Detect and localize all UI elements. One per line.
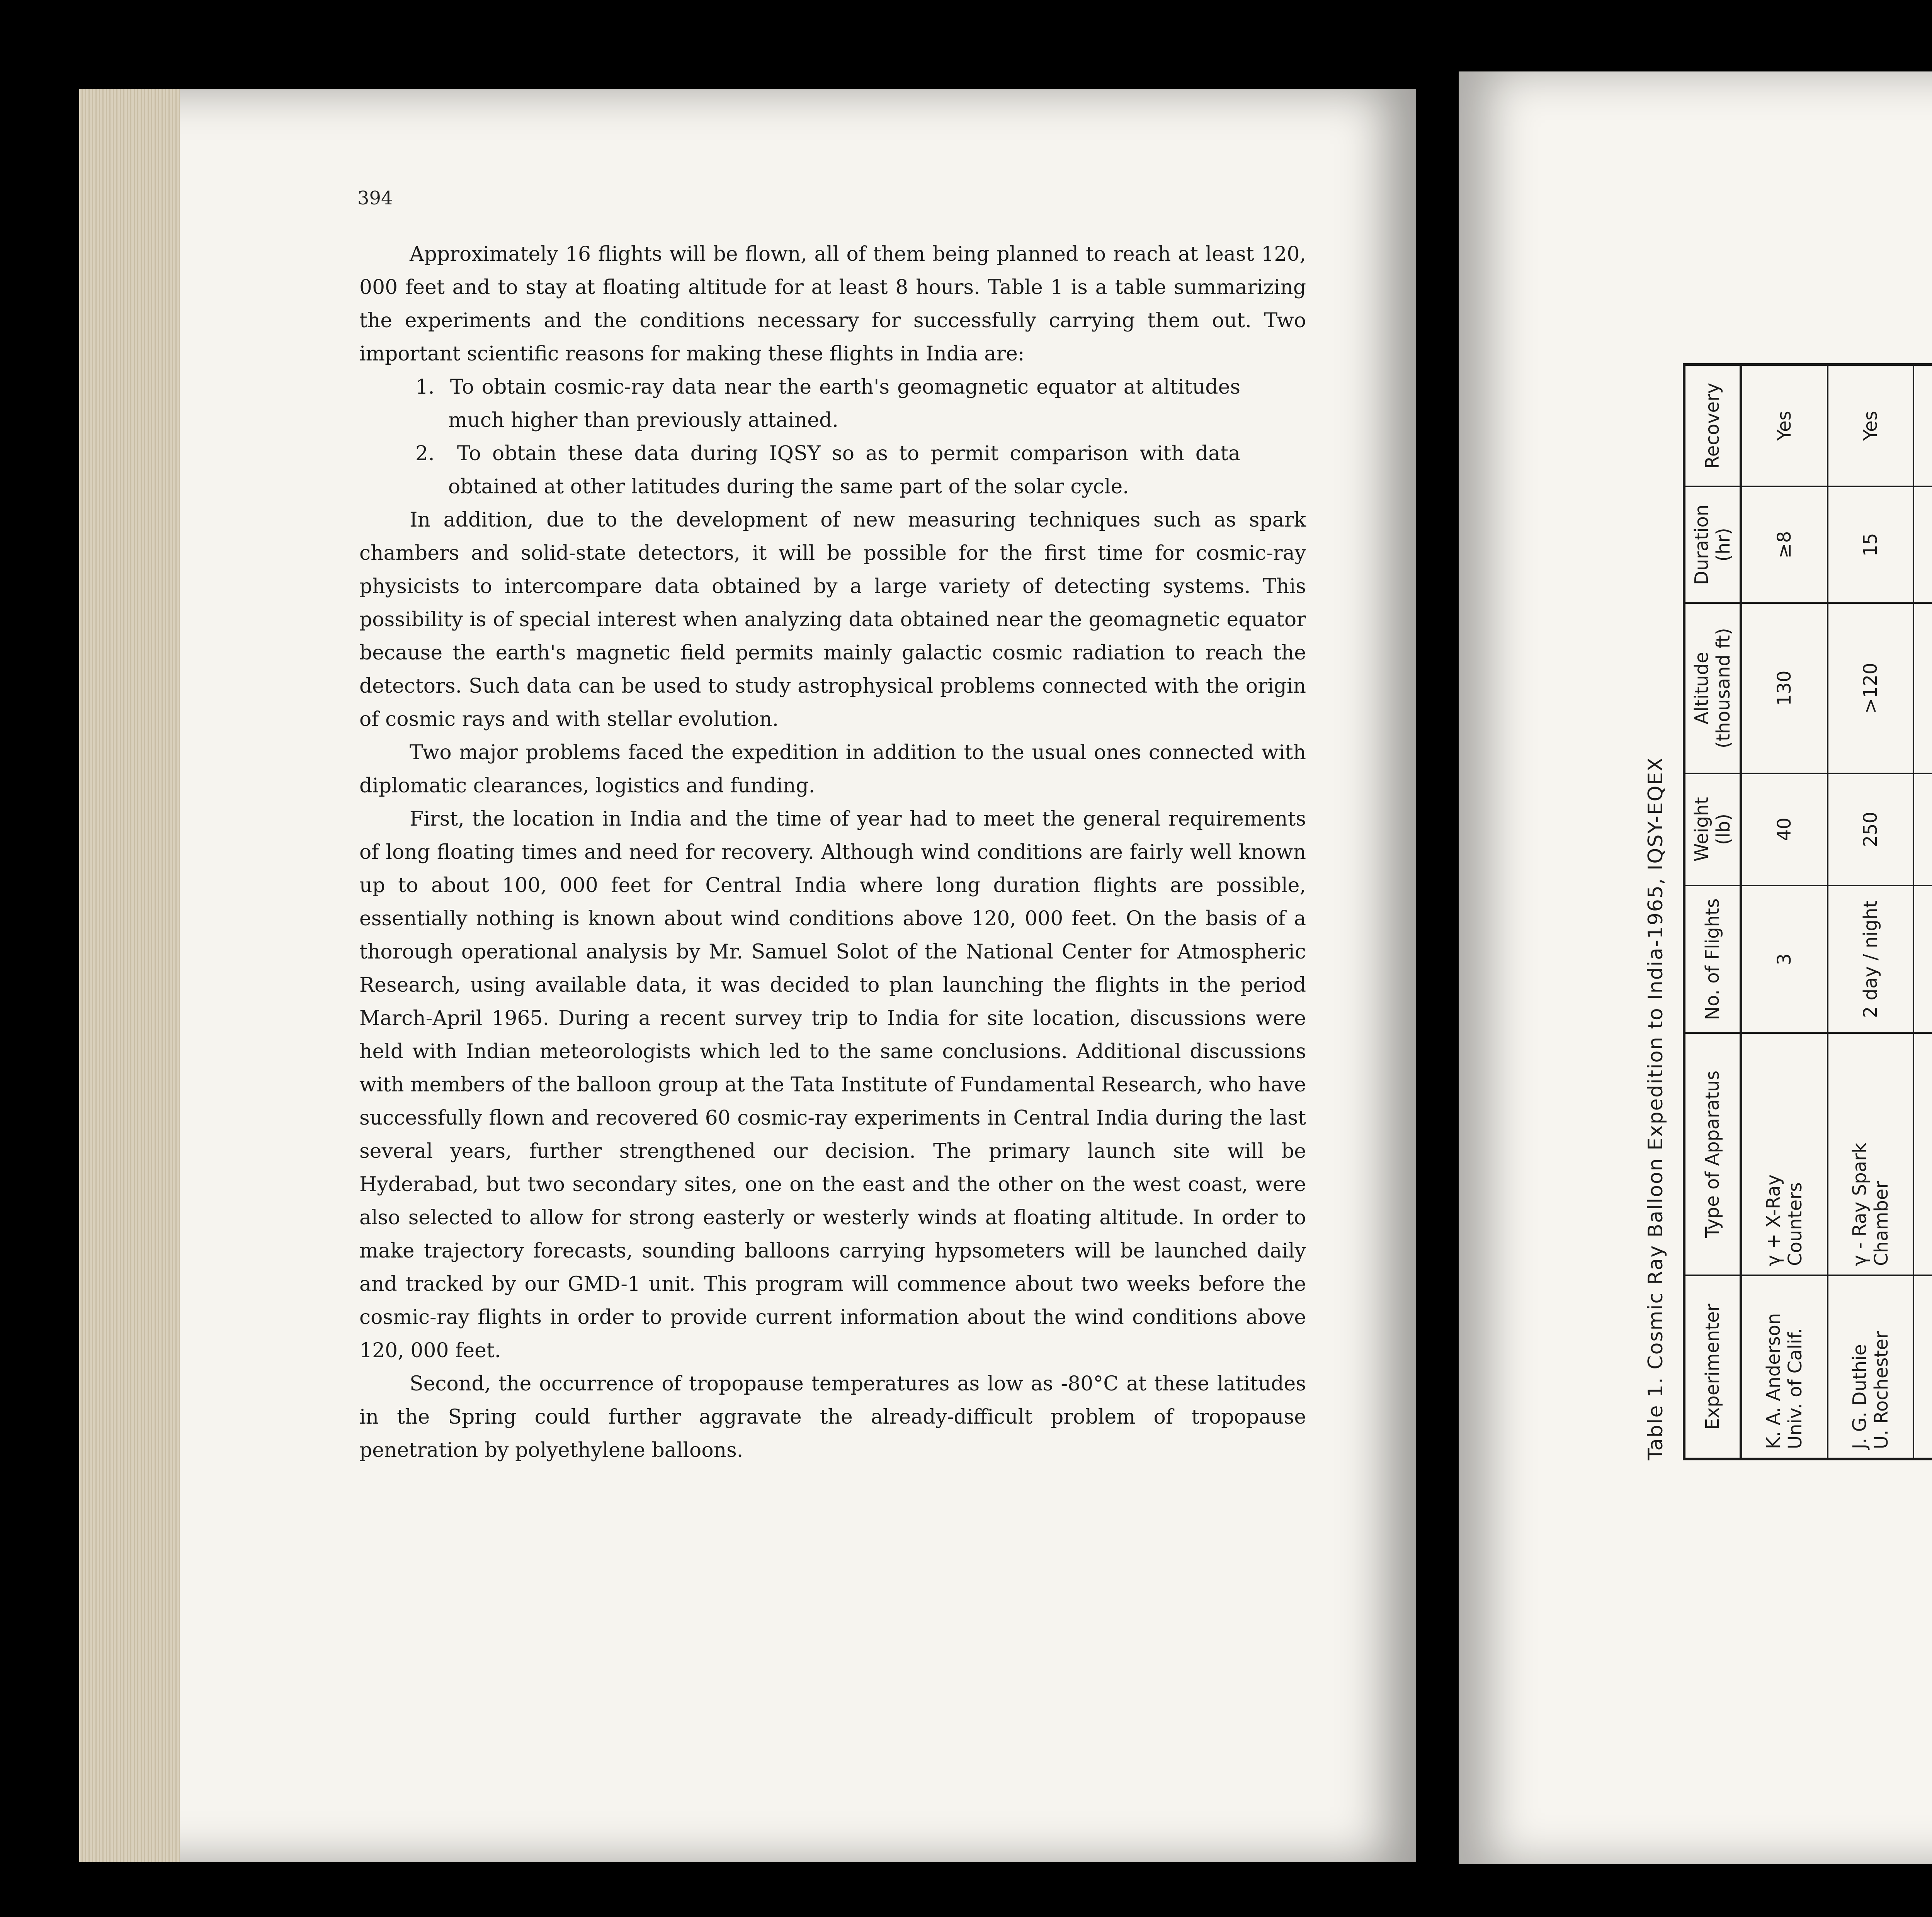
table-caption: Table 1. Cosmic Ray Balloon Expedition to India-1965, IQSY-EQEX (1644, 757, 1667, 1460)
experimenter-cell (1828, 1275, 1913, 1459)
altitude-cell (1741, 603, 1828, 773)
weight-cell-line: 40 (1774, 817, 1796, 841)
list-item (359, 437, 1240, 503)
apparatus-cell-line: Counters (1784, 1182, 1806, 1266)
experimenter-cell-line: K. A. Anderson (1763, 1313, 1785, 1449)
weight-cell (1741, 773, 1828, 885)
recovery-cell (1913, 365, 1932, 487)
recovery-cell (1741, 365, 1828, 487)
paragraph: Second, the occurrence of tropopause temperatures as low as -80°C at these latitudes in the Spring could further aggravate the already-difficult problem of tropopause penetration by polyethylene balloons. (359, 1372, 1306, 1462)
page-number-left: 394 (357, 187, 393, 209)
column-header: Altitude (thousand ft) (1684, 603, 1741, 773)
list-number: 2. (415, 442, 435, 465)
table-row (1741, 365, 1828, 1459)
table-row (1913, 365, 1932, 1459)
flights-cell (1913, 885, 1932, 1033)
paragraph: Two major problems faced the expedition in addition to the usual ones connected with diplomatic clearances, logistics and funding. (359, 741, 1306, 797)
paragraph: Approximately 16 flights will be flown, all of them being planned to reach at least 120, 000 feet and to stay at floating altitude for at least 8 hours. Table 1 is a table summarizing the experiments and the conditions necessary for successfully carrying them out. Two important scientific reasons for making these flights in India are: (359, 243, 1306, 365)
duration-cell-line: 15 (1859, 533, 1881, 557)
left-page-edges (79, 89, 180, 1862)
table-body (1741, 365, 1932, 1459)
table-header-row (1684, 365, 1741, 1459)
duration-cell (1741, 486, 1828, 603)
experimenter-cell-line: Univ. of Calif. (1784, 1328, 1806, 1449)
duration-cell (1913, 486, 1932, 603)
apparatus-cell (1828, 1033, 1913, 1275)
flights-cell (1741, 885, 1828, 1033)
column-header: Duration (hr) (1684, 486, 1741, 603)
apparatus-cell-line: Chamber (1870, 1181, 1892, 1266)
altitude-cell (1913, 603, 1932, 773)
table-row (1828, 365, 1913, 1459)
altitude-cell-line: >120 (1859, 663, 1881, 714)
weight-cell (1913, 773, 1932, 885)
list-number: 1. (415, 376, 435, 399)
experiments-table (1683, 363, 1932, 1460)
recovery-cell-line: Yes (1859, 411, 1881, 441)
apparatus-cell (1741, 1033, 1828, 1275)
list-item (359, 370, 1240, 437)
apparatus-cell-line: γ + X-Ray (1763, 1174, 1785, 1266)
altitude-cell (1828, 603, 1913, 773)
column-header: No. of Flights (1684, 885, 1741, 1033)
experimenter-cell-line: U. Rochester (1870, 1331, 1892, 1449)
paragraph: First, the location in India and the time of year had to meet the general requirements of long floating times and need for recovery. Although wind conditions are fairly well known up to about 100, 000 feet for Central India where long duration flights are possible, essentially nothing is known about wind conditions above 120, 000 feet. On the basis of a thorough operational analysis by Mr. Samuel Solot of the National Center for Atmospheric Research, using available data, it was decided to plan launching the flights in the period March-April 1965. During a recent survey trip to India for site location, discussions were held with Indian meteorologists which led to the same conclusions. Additional discussions with members of the balloon group at the Tata Institute of Fundamental Research, who have successfully flown and recovered 60 cosmic-ray experiments in Central India during the last several years, further strengthened our decision. The primary launch site will be Hyderabad, but two secondary sites, one on the east and the other on the west coast, were also selected to allow for strong easterly or westerly winds at floating altitude. In order to make trajectory forecasts, sounding balloons carrying hypsometers will be launched daily and tracked by our GMD-1 unit. This program will commence about two weeks before the cosmic-ray flights in order to provide current information about the wind conditions above 120, 000 feet. (359, 807, 1306, 1362)
experimenter-cell-line: J. G. Duthie (1849, 1344, 1871, 1449)
experimenter-cell (1913, 1275, 1932, 1459)
weight-cell-line: 250 (1859, 811, 1881, 847)
left-page-body (359, 238, 1306, 1467)
altitude-cell-line: 130 (1774, 670, 1796, 706)
duration-cell-line: ≥8 (1774, 531, 1796, 559)
table-rotated-container (1634, 363, 1932, 1460)
list-text: To obtain these data during IQSY so as to permit comparison with data obtained at other latitudes during the same part of the solar cycle. (448, 442, 1240, 498)
column-header: Recovery (1684, 365, 1741, 487)
rotated-table-region (1634, 363, 1932, 1460)
experimenter-cell (1741, 1275, 1828, 1459)
duration-cell (1828, 486, 1913, 603)
column-header: Experimenter (1684, 1275, 1741, 1459)
recovery-cell-line: Yes (1774, 411, 1796, 441)
apparatus-cell (1913, 1033, 1932, 1275)
paragraph: In addition, due to the development of new measuring techniques such as spark chambers and solid-state detectors, it will be possible for the first time for cosmic-ray physicists to intercompare data obtained by a large variety of detecting systems. This possibility is of special interest when analyzing data obtained near the geomagnetic equator because the earth's magnetic field permits mainly galactic cosmic radiation to reach the detectors. Such data can be used to study astrophysical problems connected with the origin of cosmic rays and with stellar evolution. (359, 508, 1306, 731)
column-header: Type of Apparatus (1684, 1033, 1741, 1275)
weight-cell (1828, 773, 1913, 885)
flights-cell-line: 2 day / night (1859, 900, 1881, 1018)
list-text: To obtain cosmic-ray data near the earth's geomagnetic equator at altitudes much higher than previously attained. (448, 376, 1241, 432)
flights-cell (1828, 885, 1913, 1033)
column-header: Weight (lb) (1684, 773, 1741, 885)
flights-cell-line: 3 (1774, 953, 1796, 965)
apparatus-cell-line: γ - Ray Spark (1849, 1142, 1871, 1266)
recovery-cell (1828, 365, 1913, 487)
